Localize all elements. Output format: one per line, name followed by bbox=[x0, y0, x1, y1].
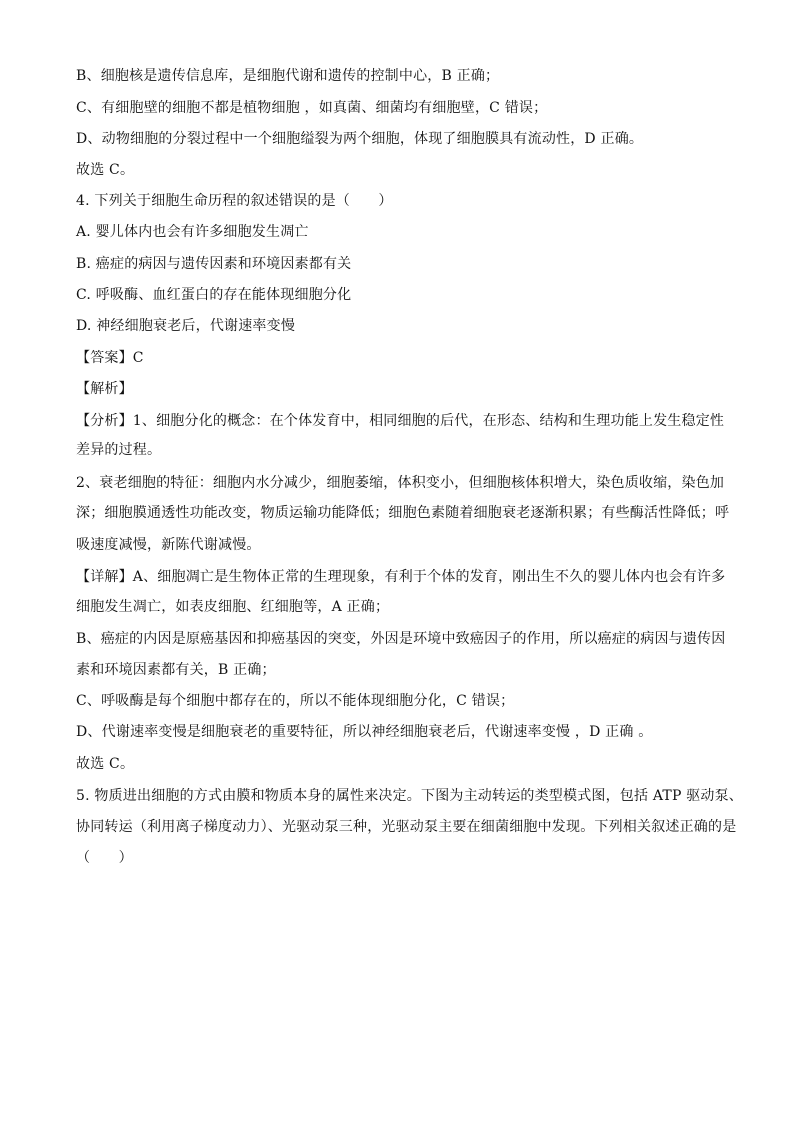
answer-line: 【答案】C bbox=[76, 350, 144, 366]
text-line: 协同转运（利用离子梯度动力）、光驱动泵三种，光驱动泵主要在细菌细胞中发现。下列相关叙述正确的是 bbox=[76, 819, 737, 835]
analysis-heading: 【解析】 bbox=[76, 381, 133, 397]
text-line: 2、衰老细胞的特征：细胞内水分减少，细胞萎缩，体积变小，但细胞核体积增大，染色质收缩，染色加 bbox=[76, 475, 725, 491]
text-line: C、有细胞壁的细胞不都是植物细胞 ，如真菌、细菌均有细胞壁，C 错误； bbox=[76, 100, 548, 116]
text-line: 【分析】1、细胞分化的概念：在个体发育中，相同细胞的后代，在形态、结构和生理功能上发生稳定性 bbox=[76, 413, 725, 429]
text-line: 吸速度减慢，新陈代谢减慢。 bbox=[76, 537, 261, 553]
text-line: 素和环境因素都有关，B 正确； bbox=[76, 662, 276, 678]
option-b: B. 癌症的病因与遗传因素和环境因素都有关 bbox=[76, 256, 352, 272]
text-line: 故选 C。 bbox=[76, 756, 135, 772]
text-line: 【详解】A、细胞凋亡是生物体正常的生理现象，有利于个体的发育，刚出生不久的婴儿体内也会有许多 bbox=[76, 569, 726, 585]
text-line: D、代谢速率变慢是细胞衰老的重要特征，所以神经细胞衰老后，代谢速率变慢 ，D 正确 。 bbox=[76, 724, 653, 740]
question-4-stem: 4. 下列关于细胞生命历程的叙述错误的是（ ） bbox=[76, 193, 393, 209]
question-5-stem: 5. 物质进出细胞的方式由膜和物质本身的属性来决定。下图为主动转运的类型模式图，包括 ATP 驱动泵、 bbox=[76, 788, 744, 804]
text-line: 细胞发生凋亡，如表皮细胞、红细胞等，A 正确； bbox=[76, 599, 390, 615]
option-c: C. 呼吸酶、血红蛋白的存在能体现细胞分化 bbox=[76, 287, 352, 303]
option-a: A. 婴儿体内也会有许多细胞发生凋亡 bbox=[76, 224, 309, 240]
text-line: 深；细胞膜通透性功能改变，物质运输功能降低；细胞色素随着细胞衰老逐渐积累；有些酶活性降低；呼 bbox=[76, 505, 730, 521]
option-d: D. 神经细胞衰老后，代谢速率变慢 bbox=[76, 318, 296, 334]
text-line: C、呼吸酶是每个细胞中都存在的，所以不能体现细胞分化，C 错误； bbox=[76, 693, 515, 709]
text-line: 差异的过程。 bbox=[76, 442, 162, 458]
text-line: B、癌症的内因是原癌基因和抑癌基因的突变，外因是环境中致癌因子的作用，所以癌症的病因与遗传因 bbox=[76, 631, 726, 647]
text-line: D、动物细胞的分裂过程中一个细胞缢裂为两个细胞，体现了细胞膜具有流动性，D 正确。 bbox=[76, 131, 644, 147]
text-line: （ ） bbox=[76, 850, 133, 866]
text-line: B、细胞核是遗传信息库，是细胞代谢和遗传的控制中心，B 正确； bbox=[76, 68, 500, 84]
text-line: 故选 C。 bbox=[76, 162, 135, 178]
